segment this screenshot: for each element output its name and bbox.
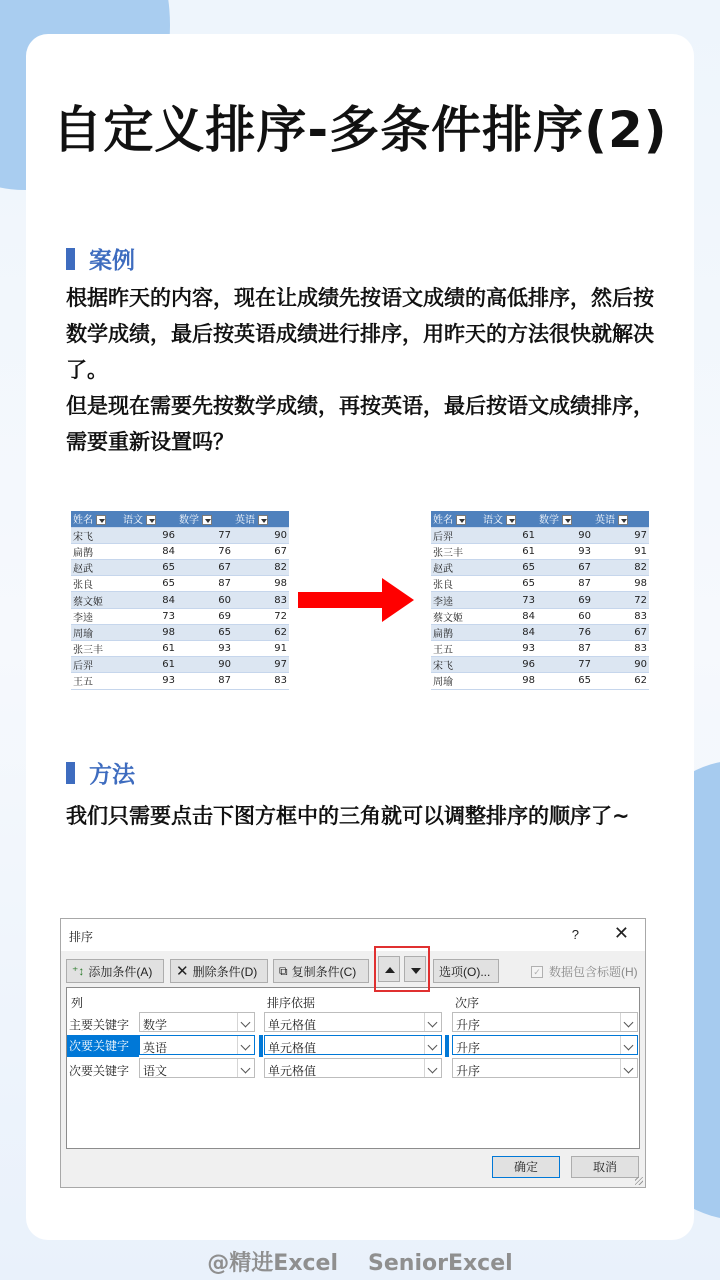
table-row bbox=[431, 673, 649, 689]
score-cell: 77 bbox=[537, 657, 593, 673]
score-cell: 83 bbox=[593, 608, 649, 624]
sort-dialog bbox=[60, 918, 646, 1188]
name-cell: 李逵 bbox=[71, 608, 121, 624]
score-cell: 83 bbox=[233, 673, 289, 689]
score-cell: 84 bbox=[481, 624, 537, 640]
score-cell: 76 bbox=[537, 624, 593, 640]
dialog-title: 排序 bbox=[69, 930, 94, 944]
score-cell: 67 bbox=[593, 624, 649, 640]
score-cell: 91 bbox=[593, 543, 649, 559]
score-cell: 60 bbox=[537, 608, 593, 624]
heading-bar bbox=[66, 762, 75, 784]
name-cell: 张三丰 bbox=[71, 641, 121, 657]
case-paragraph-1: 根据昨天的内容，现在让成绩先按语文成绩的高低排序，然后按数学成绩，最后按英语成绩进行排序，用昨天的方法很快就解决了。 bbox=[66, 286, 654, 382]
score-cell: 82 bbox=[233, 560, 289, 576]
score-cell: 96 bbox=[481, 657, 537, 673]
resize-grip-icon[interactable] bbox=[635, 1177, 643, 1185]
chevron-down-icon bbox=[237, 1059, 254, 1077]
select-value: 数学 bbox=[143, 1018, 168, 1032]
column-header bbox=[537, 511, 593, 527]
score-cell: 65 bbox=[481, 560, 537, 576]
column-header bbox=[431, 511, 481, 527]
method-heading-text: 方法 bbox=[89, 762, 135, 788]
select-value: 单元格值 bbox=[268, 1018, 317, 1032]
footer-handle: @精进Excel bbox=[207, 1251, 339, 1276]
score-cell: 97 bbox=[593, 527, 649, 543]
table-row bbox=[431, 657, 649, 673]
copy-condition-button[interactable] bbox=[273, 959, 369, 983]
score-cell: 67 bbox=[233, 543, 289, 559]
select-value: 升序 bbox=[456, 1018, 481, 1032]
close-button[interactable]: ✕ bbox=[613, 923, 629, 943]
table-row bbox=[431, 641, 649, 657]
column-select[interactable] bbox=[139, 1058, 255, 1078]
score-cell: 76 bbox=[177, 543, 233, 559]
name-cell: 周瑜 bbox=[431, 673, 481, 689]
column-header bbox=[177, 511, 233, 527]
filter-dropdown-icon[interactable] bbox=[202, 515, 212, 525]
column-select[interactable] bbox=[139, 1035, 255, 1055]
score-cell: 61 bbox=[481, 543, 537, 559]
sort-level-row-selected[interactable] bbox=[67, 1035, 639, 1057]
table-row bbox=[431, 576, 649, 592]
column-header: 列 bbox=[71, 996, 84, 1010]
score-cell: 82 bbox=[593, 560, 649, 576]
name-cell: 后羿 bbox=[71, 657, 121, 673]
name-cell: 王五 bbox=[71, 673, 121, 689]
cancel-button[interactable]: 取消 bbox=[571, 1156, 639, 1178]
sort-levels-grid bbox=[66, 987, 640, 1149]
order-select[interactable] bbox=[452, 1058, 638, 1078]
score-cell: 93 bbox=[481, 641, 537, 657]
name-cell: 李逵 bbox=[431, 592, 481, 608]
header-label: 英语 bbox=[235, 515, 255, 527]
chevron-down-icon bbox=[237, 1036, 254, 1054]
score-cell: 69 bbox=[177, 608, 233, 624]
table-row bbox=[71, 624, 289, 640]
sort-level-row[interactable] bbox=[67, 1058, 639, 1080]
score-cell: 84 bbox=[481, 608, 537, 624]
filter-dropdown-icon[interactable] bbox=[96, 515, 106, 525]
help-button[interactable]: ? bbox=[571, 927, 579, 942]
score-cell: 91 bbox=[233, 641, 289, 657]
footer bbox=[0, 1246, 720, 1277]
table-row bbox=[431, 592, 649, 608]
footer-brand: SeniorExcel bbox=[368, 1251, 513, 1276]
chevron-down-icon bbox=[620, 1013, 637, 1031]
table-after-sort bbox=[431, 511, 649, 690]
chevron-down-icon bbox=[620, 1059, 637, 1077]
order-header: 次序 bbox=[455, 996, 480, 1010]
select-value: 升序 bbox=[456, 1041, 481, 1055]
page-title: 自定义排序-多条件排序(2) bbox=[52, 101, 668, 159]
score-cell: 72 bbox=[593, 592, 649, 608]
basis-select[interactable] bbox=[264, 1058, 442, 1078]
score-cell: 65 bbox=[481, 576, 537, 592]
column-select[interactable] bbox=[139, 1012, 255, 1032]
dialog-titlebar bbox=[61, 919, 645, 951]
table-before-sort bbox=[71, 511, 289, 690]
has-header-checkbox[interactable] bbox=[531, 963, 638, 980]
case-heading bbox=[66, 242, 135, 275]
basis-select[interactable] bbox=[264, 1035, 442, 1055]
column-header bbox=[71, 511, 121, 527]
sort-basis-header: 排序依据 bbox=[267, 996, 316, 1010]
chevron-down-icon bbox=[620, 1036, 637, 1054]
name-cell: 王五 bbox=[431, 641, 481, 657]
basis-select[interactable] bbox=[264, 1012, 442, 1032]
name-cell: 宋飞 bbox=[71, 527, 121, 543]
table-row bbox=[71, 576, 289, 592]
filter-dropdown-icon[interactable] bbox=[146, 515, 156, 525]
name-cell: 扁鹊 bbox=[71, 543, 121, 559]
add-condition-icon: ⁺↕ bbox=[72, 964, 85, 978]
name-cell: 赵武 bbox=[431, 560, 481, 576]
case-heading-text: 案例 bbox=[89, 248, 135, 274]
options-label: 选项(O)... bbox=[439, 964, 491, 979]
header-label: 英语 bbox=[595, 515, 615, 527]
score-cell: 93 bbox=[537, 543, 593, 559]
name-cell: 蔡文姬 bbox=[431, 608, 481, 624]
table-row bbox=[71, 592, 289, 608]
select-value: 单元格值 bbox=[268, 1064, 317, 1078]
table-row bbox=[71, 657, 289, 673]
add-condition-label: 添加条件(A) bbox=[88, 964, 153, 979]
name-cell: 后羿 bbox=[431, 527, 481, 543]
header-label: 语文 bbox=[123, 515, 143, 527]
order-select[interactable] bbox=[452, 1012, 638, 1032]
score-cell: 61 bbox=[121, 641, 177, 657]
score-cell: 98 bbox=[593, 576, 649, 592]
score-cell: 90 bbox=[537, 527, 593, 543]
header-label: 数学 bbox=[539, 515, 559, 527]
chevron-down-icon bbox=[424, 1013, 441, 1031]
has-header-label: 数据包含标题(H) bbox=[549, 965, 638, 979]
score-cell: 61 bbox=[121, 657, 177, 673]
select-value: 语文 bbox=[143, 1064, 168, 1078]
filter-dropdown-icon[interactable] bbox=[258, 515, 268, 525]
header-label: 数学 bbox=[179, 515, 199, 527]
header-label: 姓名 bbox=[73, 515, 93, 527]
score-cell: 87 bbox=[537, 641, 593, 657]
score-cell: 73 bbox=[121, 608, 177, 624]
score-cell: 93 bbox=[177, 641, 233, 657]
name-cell: 周瑜 bbox=[71, 624, 121, 640]
score-cell: 97 bbox=[233, 657, 289, 673]
table-row bbox=[71, 560, 289, 576]
table-row bbox=[71, 641, 289, 657]
table-row bbox=[431, 543, 649, 559]
highlight-box bbox=[374, 946, 430, 992]
select-value: 升序 bbox=[456, 1064, 481, 1078]
level-label: 主要关键字 bbox=[69, 1018, 130, 1032]
header-label: 语文 bbox=[483, 515, 503, 527]
level-label: 次要关键字 bbox=[69, 1064, 130, 1078]
score-cell: 67 bbox=[537, 560, 593, 576]
select-value: 英语 bbox=[143, 1041, 168, 1055]
score-cell: 62 bbox=[593, 673, 649, 689]
name-cell: 宋飞 bbox=[431, 657, 481, 673]
ok-button[interactable]: 确定 bbox=[492, 1156, 560, 1178]
name-cell: 蔡文姬 bbox=[71, 592, 121, 608]
name-cell: 张三丰 bbox=[431, 543, 481, 559]
method-paragraph: 我们只需要点击下图方框中的三角就可以调整排序的顺序了~ bbox=[66, 804, 630, 828]
score-cell: 62 bbox=[233, 624, 289, 640]
score-cell: 96 bbox=[121, 527, 177, 543]
column-header bbox=[121, 511, 177, 527]
score-cell: 69 bbox=[537, 592, 593, 608]
column-header bbox=[593, 511, 649, 527]
table-row bbox=[431, 527, 649, 543]
sort-level-row[interactable] bbox=[67, 1012, 639, 1034]
score-cell: 65 bbox=[121, 560, 177, 576]
table-header-row bbox=[71, 511, 289, 527]
chevron-down-icon bbox=[237, 1013, 254, 1031]
score-cell: 67 bbox=[177, 560, 233, 576]
score-cell: 73 bbox=[481, 592, 537, 608]
level-label: 次要关键字 bbox=[67, 1035, 139, 1057]
score-cell: 72 bbox=[233, 608, 289, 624]
score-cell: 90 bbox=[233, 527, 289, 543]
heading-bar bbox=[66, 248, 75, 270]
filter-dropdown-icon[interactable] bbox=[506, 515, 516, 525]
score-cell: 83 bbox=[233, 592, 289, 608]
name-cell: 张良 bbox=[71, 576, 121, 592]
score-cell: 65 bbox=[121, 576, 177, 592]
checkbox-check-icon: ✓ bbox=[531, 966, 543, 978]
name-cell: 扁鹊 bbox=[431, 624, 481, 640]
order-select[interactable] bbox=[452, 1035, 638, 1055]
chevron-down-icon bbox=[424, 1036, 441, 1054]
right-arrow-icon bbox=[298, 578, 414, 622]
options-button[interactable] bbox=[433, 959, 499, 983]
score-cell: 87 bbox=[177, 673, 233, 689]
score-cell: 98 bbox=[481, 673, 537, 689]
table-row bbox=[431, 608, 649, 624]
score-cell: 65 bbox=[177, 624, 233, 640]
score-cell: 83 bbox=[593, 641, 649, 657]
copy-icon: ⧉ bbox=[279, 963, 288, 978]
case-paragraph bbox=[66, 280, 656, 460]
filter-dropdown-icon[interactable] bbox=[618, 515, 628, 525]
score-cell: 90 bbox=[593, 657, 649, 673]
name-cell: 张良 bbox=[431, 576, 481, 592]
selection-bar bbox=[445, 1035, 449, 1057]
table-row bbox=[431, 560, 649, 576]
score-cell: 60 bbox=[177, 592, 233, 608]
table-header-row bbox=[431, 511, 649, 527]
filter-dropdown-icon[interactable] bbox=[562, 515, 572, 525]
method-heading bbox=[66, 756, 135, 789]
table-row bbox=[71, 543, 289, 559]
table-row bbox=[431, 624, 649, 640]
column-header bbox=[233, 511, 289, 527]
score-cell: 87 bbox=[177, 576, 233, 592]
delete-icon: ✕ bbox=[176, 963, 189, 980]
header-label: 姓名 bbox=[433, 515, 453, 527]
column-header bbox=[481, 511, 537, 527]
score-cell: 84 bbox=[121, 592, 177, 608]
select-value: 单元格值 bbox=[268, 1041, 317, 1055]
copy-condition-label: 复制条件(C) bbox=[291, 964, 357, 979]
delete-condition-button[interactable] bbox=[170, 959, 268, 983]
score-cell: 90 bbox=[177, 657, 233, 673]
score-cell: 98 bbox=[233, 576, 289, 592]
table-row bbox=[71, 673, 289, 689]
filter-dropdown-icon[interactable] bbox=[456, 515, 466, 525]
score-cell: 87 bbox=[537, 576, 593, 592]
delete-condition-label: 删除条件(D) bbox=[192, 964, 258, 979]
score-cell: 84 bbox=[121, 543, 177, 559]
score-cell: 61 bbox=[481, 527, 537, 543]
table-row bbox=[71, 608, 289, 624]
table-row bbox=[71, 527, 289, 543]
score-cell: 65 bbox=[537, 673, 593, 689]
score-cell: 77 bbox=[177, 527, 233, 543]
selection-bar bbox=[259, 1035, 263, 1057]
add-condition-button[interactable] bbox=[66, 959, 164, 983]
score-cell: 98 bbox=[121, 624, 177, 640]
chevron-down-icon bbox=[424, 1059, 441, 1077]
case-paragraph-2: 但是现在需要先按数学成绩，再按英语，最后按语文成绩排序，需要重新设置吗？ bbox=[66, 394, 654, 454]
score-cell: 93 bbox=[121, 673, 177, 689]
name-cell: 赵武 bbox=[71, 560, 121, 576]
